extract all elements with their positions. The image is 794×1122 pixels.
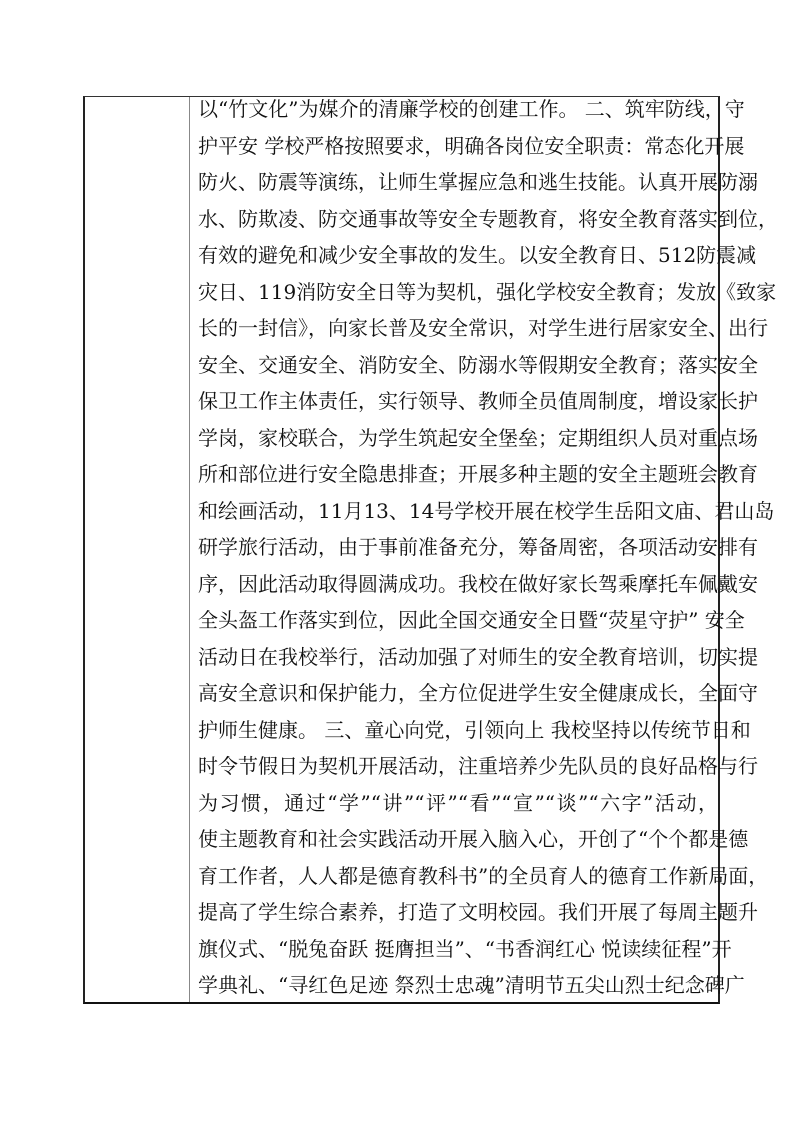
text-line: 使主题教育和社会实践活动开展入脑入心，开创了“个个都是德 (198, 827, 749, 851)
text-line: 研学旅行活动，由于事前准备充分，筹备周密，各项活动安排有 (198, 535, 758, 559)
text-line: 安全、交通安全、消防安全、防溺水等假期安全教育；落实安全 (198, 352, 758, 377)
text-line: 时令节假日为契机开展活动，注重培养少先队员的良好品格与行 (198, 754, 758, 778)
text-line: 活动日在我校举行，活动加强了对师生的安全教育培训，切实提 (198, 644, 758, 669)
label-cell (85, 97, 190, 1002)
text-line: 育工作者，人人都是德育教科书”的全员育人的德育工作新局面， (198, 863, 769, 888)
report-table (83, 96, 778, 1004)
text-line: 保卫工作主体责任，实行领导、教师全员值周制度，增设家长护 (198, 389, 758, 413)
text-line: 灾日、119消防安全日等为契机，强化学校安全教育；发放《致家 (198, 279, 777, 304)
text-line: 水、防欺凌、防交通事故等安全专题教育，将安全教育落实到位， (198, 206, 778, 231)
text-line: 长的一封信》，向家长普及安全常识，对学生进行居家安全、出行 (198, 316, 768, 340)
text-line: 旗仪式、“脱兔奋跃 挺膺担当”、“书香润红心 悦读续征程”开 (198, 936, 732, 961)
text-line: 学岗，家校联合，为学生筑起安全堡垒；定期组织人员对重点场 (198, 425, 758, 450)
text-line: 以“竹文化”为媒介的清廉学校的创建工作。 二、筑牢防线，守 (198, 97, 745, 121)
text-line: 防火、防震等演练，让师生掌握应急和逃生技能。认真开展防溺 (198, 170, 758, 194)
text-line: 高安全意识和保护能力，全方位促进学生安全健康成长，全面守 (198, 681, 758, 705)
text-line: 和绘画活动，11月13、14号学校开展在校学生岳阳文庙、君山岛 (198, 498, 775, 523)
text-line: 护师生健康。 三、童心向党，引领向上 我校坚持以传统节日和 (198, 717, 751, 742)
text-line: 全头盔工作落实到位，因此全国交通安全日暨“荧星守护” 安全 (198, 608, 745, 632)
text-line: 序，因此活动取得圆满成功。我校在做好家长驾乘摩托车佩戴安 (198, 571, 758, 596)
text-line: 护平安 学校严格按照要求，明确各岗位安全职责：常态化开展 (198, 133, 745, 158)
text-line: 学典礼、“寻红色足迹 祭烈士忠魂”清明节五尖山烈士纪念碑广 (198, 973, 745, 997)
content-cell (190, 97, 778, 1002)
text-line: 提高了学生综合素养，打造了文明校园。我们开展了每周主题升 (198, 900, 758, 924)
text-line: 所和部位进行安全隐患排查；开展多种主题的安全主题班会教育 (198, 462, 758, 486)
text-line: 有效的避免和减少安全事故的发生。以安全教育日、512防震减 (198, 243, 757, 267)
text-line: 为习惯，通过“学”“讲”“评”“看”“宣”“谈”“六字”活动， (198, 790, 718, 815)
